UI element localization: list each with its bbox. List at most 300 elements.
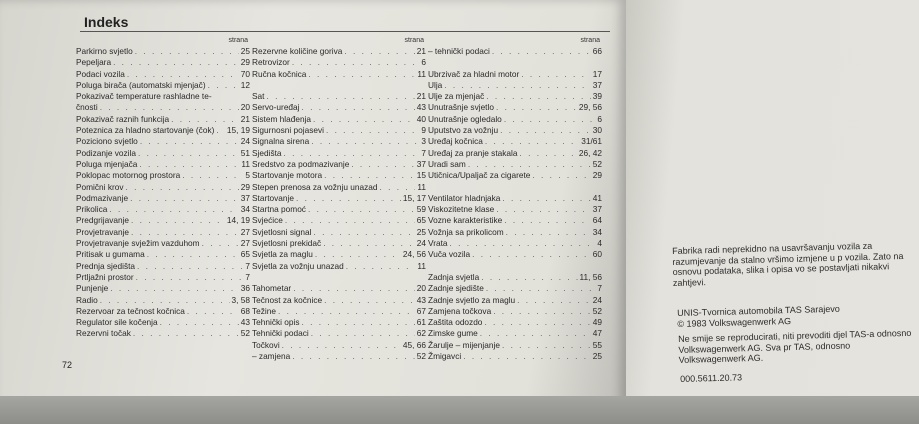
entry-page: 52 xyxy=(416,351,426,362)
entry-label: Zimske gume xyxy=(428,328,478,339)
entry-page: 7 xyxy=(597,283,602,294)
dot-leader xyxy=(126,182,239,193)
dot-leader xyxy=(486,91,591,102)
entry-page: 45, 66 xyxy=(402,339,426,350)
index-entry xyxy=(428,125,602,136)
entry-label: Vrata xyxy=(428,238,448,249)
dot-leader xyxy=(131,227,239,238)
index-entry xyxy=(428,261,602,272)
index-entry xyxy=(252,238,426,249)
dot-leader xyxy=(131,215,225,226)
entry-label: Retrovizor xyxy=(252,57,290,68)
entry-label: Unutrašnje svjetlo xyxy=(428,102,494,113)
entry-page: 51 xyxy=(240,147,250,158)
dot-leader xyxy=(481,272,577,283)
index-entry xyxy=(252,57,426,68)
dot-leader xyxy=(130,193,239,204)
entry-page: 15 xyxy=(416,170,426,181)
entry-label: Poluga mjenjača xyxy=(76,158,138,169)
entry-page: 26, 42 xyxy=(578,147,602,158)
dot-leader xyxy=(311,328,415,339)
dot-leader xyxy=(468,159,591,170)
entry-page: 65 xyxy=(416,215,426,226)
entry-page: 15, 17 xyxy=(402,192,426,203)
index-entry xyxy=(428,306,602,317)
dot-leader xyxy=(351,159,414,170)
entry-label: Pritisak u gumama xyxy=(76,249,145,260)
entry-label: Uređaj za pranje stakala xyxy=(428,147,518,158)
entry-label: Sat xyxy=(252,91,265,102)
index-entry xyxy=(428,204,602,215)
entry-label: Prednja sjedišta xyxy=(76,260,136,271)
entry-page: 6 xyxy=(421,57,426,68)
entry-page: 37 xyxy=(240,192,250,203)
index-entry xyxy=(76,69,250,80)
index-entry xyxy=(76,102,250,113)
index-entry xyxy=(252,261,426,272)
entry-page: 43 xyxy=(416,102,426,113)
entry-label: Zadnja svjetla xyxy=(428,271,480,282)
index-entry xyxy=(428,69,602,80)
entry-label: Zadnje sjedište xyxy=(428,283,484,294)
entry-label: Ubrzivač za hladni motor xyxy=(428,68,520,79)
index-entry xyxy=(428,46,602,57)
dot-leader xyxy=(285,215,415,226)
entry-page: 52 xyxy=(592,305,602,316)
index-entry xyxy=(76,328,250,339)
dot-leader xyxy=(311,136,419,147)
entry-page: 60 xyxy=(592,249,602,260)
entry-page: 40 xyxy=(416,113,426,124)
entry-label: Rezervni točak xyxy=(76,328,131,339)
entry-page: 36 xyxy=(240,283,250,294)
dot-leader xyxy=(379,182,415,193)
entry-page: 11 xyxy=(417,68,426,79)
dot-leader xyxy=(492,46,591,57)
entry-page: 25 xyxy=(592,351,602,362)
entry-page: 21 xyxy=(416,46,426,56)
index-entry xyxy=(428,80,602,91)
entry-page: 11 xyxy=(241,158,250,169)
entry-label: Uradi sam xyxy=(428,158,466,169)
entry-page: 37 xyxy=(592,204,602,215)
entry-page: 41 xyxy=(592,192,602,203)
entry-label: Tahometar xyxy=(252,283,292,294)
entry-page: 17 xyxy=(592,68,602,79)
index-entry xyxy=(252,170,426,181)
entry-page: 67 xyxy=(416,305,426,316)
entry-label: Tehnički opis xyxy=(252,317,300,328)
entry-page: 43 xyxy=(416,294,426,305)
entry-page: 68 xyxy=(240,305,250,316)
entry-page: 3 xyxy=(421,136,426,147)
entry-label: Provjetravanje xyxy=(76,226,130,237)
index-entry xyxy=(428,159,602,170)
entry-label: Podizanje vozila xyxy=(76,147,136,158)
entry-page: 6 xyxy=(597,113,602,124)
index-entry xyxy=(76,204,250,215)
dot-leader xyxy=(313,114,415,125)
entry-page: 52 xyxy=(240,328,250,339)
dot-leader xyxy=(517,295,591,306)
dot-leader xyxy=(484,317,590,328)
dot-leader xyxy=(135,46,239,57)
entry-label: Provjetravanje svježim vazduhom xyxy=(76,238,200,249)
entry-label: Vozne karakteristike xyxy=(428,215,503,226)
entry-label: Viskozitetne klase xyxy=(428,204,495,215)
dot-leader xyxy=(208,80,239,91)
entry-page: 66 xyxy=(592,46,602,56)
entry-page: 39 xyxy=(592,91,602,102)
dot-leader xyxy=(292,351,414,362)
dot-leader xyxy=(216,125,225,136)
index-entry xyxy=(76,57,250,68)
entry-label: Sjedišta xyxy=(252,147,282,158)
dot-leader xyxy=(324,295,415,306)
entry-label: Predgrijavanje xyxy=(76,215,130,226)
index-entry xyxy=(76,215,250,226)
index-entry xyxy=(252,204,426,215)
entry-page: 24, 56 xyxy=(402,249,426,260)
index-entry xyxy=(76,170,250,181)
index-entry xyxy=(428,215,602,226)
page-title: Indeks xyxy=(84,14,129,30)
dot-leader xyxy=(504,215,591,226)
entry-page: 29 xyxy=(240,181,250,192)
index-entry xyxy=(252,125,426,136)
index-entry xyxy=(428,249,602,260)
strana-header: strana xyxy=(228,37,248,44)
entry-label: – zamjena xyxy=(252,351,291,362)
entry-page: 29, 56 xyxy=(578,102,602,113)
dot-leader xyxy=(139,159,239,170)
dot-leader xyxy=(485,136,579,147)
entry-label: Poklopac motornog prostora xyxy=(76,170,181,181)
index-entry xyxy=(252,114,426,125)
entry-page: 14, 19 xyxy=(226,215,250,226)
entry-label: Signalna sirena xyxy=(252,136,310,147)
index-entry xyxy=(252,295,426,306)
entry-label: Ventilator hladnjaka xyxy=(428,192,501,203)
entry-label: Regulator sile kočenja xyxy=(76,317,158,328)
entry-label: Rezervoar za tečnost kočnica xyxy=(76,305,185,316)
index-entry xyxy=(76,306,250,317)
index-entry xyxy=(252,148,426,159)
index-entry xyxy=(428,136,602,147)
entry-page: 7 xyxy=(421,147,426,158)
entry-page: 24 xyxy=(416,238,426,249)
index-entry xyxy=(428,193,602,204)
dot-leader xyxy=(147,249,239,260)
dot-leader xyxy=(502,193,590,204)
dot-leader xyxy=(486,283,596,294)
entry-page: 59 xyxy=(416,204,426,215)
index-entry xyxy=(76,249,250,260)
dot-leader xyxy=(493,306,591,317)
dot-leader xyxy=(136,272,244,283)
entry-label: Punjenje xyxy=(76,283,109,294)
entry-label: Svjećice xyxy=(252,215,283,226)
dot-leader xyxy=(450,238,596,249)
index-entry xyxy=(252,80,426,91)
entry-page: 65 xyxy=(240,249,250,260)
entry-label: Podaci vozila xyxy=(76,68,125,79)
index-entry xyxy=(428,238,602,249)
dot-leader xyxy=(308,69,415,80)
dot-leader xyxy=(444,80,590,91)
entry-page: 20 xyxy=(240,102,250,113)
entry-page: 34 xyxy=(240,204,250,215)
dot-leader xyxy=(293,283,415,294)
entry-page: 37 xyxy=(416,158,426,169)
index-entry xyxy=(428,114,602,125)
dot-leader xyxy=(266,91,414,102)
entry-label: Startovanje xyxy=(252,192,294,203)
entry-label: Sredstvo za podmazivanje xyxy=(252,158,350,169)
dot-leader xyxy=(202,238,239,249)
dot-leader xyxy=(302,102,415,113)
dot-leader xyxy=(496,204,591,215)
index-entry xyxy=(428,148,602,159)
entry-label: Pokazivač temperature rashladne te- xyxy=(76,91,212,102)
entry-label: Zadnje svjetlo za maglu xyxy=(428,294,516,305)
dot-leader xyxy=(278,306,415,317)
entry-label: Svjetlosni prekidač xyxy=(252,238,322,249)
dot-leader xyxy=(100,295,230,306)
dot-leader xyxy=(519,148,576,159)
index-entry xyxy=(428,317,602,328)
entry-label: Unutrašnje ogledalo xyxy=(428,113,502,124)
dot-leader xyxy=(282,340,401,351)
index-entry xyxy=(428,295,602,306)
entry-page: 24 xyxy=(240,136,250,147)
index-entry xyxy=(76,227,250,238)
index-entry xyxy=(428,340,602,351)
dot-leader xyxy=(113,57,239,68)
index-entry xyxy=(428,227,602,238)
index-entry xyxy=(428,272,602,283)
entry-label: Težine xyxy=(252,305,276,316)
index-entry xyxy=(76,283,250,294)
entry-label: Parkirno svjetlo xyxy=(76,46,133,56)
index-entry xyxy=(252,215,426,226)
entry-label: Uređaj kočnica xyxy=(428,136,483,147)
index-entry xyxy=(76,159,250,170)
dot-leader xyxy=(171,114,239,125)
dot-leader xyxy=(496,102,577,113)
entry-label: Vuča vozila xyxy=(428,249,471,260)
index-entry xyxy=(76,261,250,272)
entry-label: Radio xyxy=(76,294,98,305)
index-entry xyxy=(252,102,426,113)
entry-page: 20 xyxy=(416,283,426,294)
entry-page: 27 xyxy=(240,238,250,249)
entry-page: 52 xyxy=(592,158,602,169)
index-entry xyxy=(252,249,426,260)
dot-leader xyxy=(109,204,238,215)
entry-label: čnosti xyxy=(76,102,98,113)
entry-page: 29 xyxy=(240,57,250,68)
index-entry xyxy=(76,136,250,147)
dot-leader xyxy=(463,351,591,362)
index-entry xyxy=(252,182,426,193)
index-entry xyxy=(252,159,426,170)
dot-leader xyxy=(296,193,401,204)
entry-page: 15, 19 xyxy=(226,125,250,136)
dot-leader xyxy=(284,148,420,159)
entry-page: 47 xyxy=(592,328,602,339)
index-entry xyxy=(252,328,426,339)
entry-label: Ulje za mjenjač xyxy=(428,91,485,102)
entry-label: Startna pomoć xyxy=(252,204,306,215)
disclaimer-text: Fabrika radi neprekidno na usavršavanju vozila za razumjevanje da stalno vršimo izmjene u p vozila. Zato na osnovu podataka, slika i opisa vo se postavljati nikakvi zahtjevi. xyxy=(672,240,904,288)
dot-leader xyxy=(521,69,590,80)
entry-label: Poluga birača (automatski mjenjač) xyxy=(76,79,206,90)
entry-page: 4 xyxy=(597,238,602,249)
entry-page: 21 xyxy=(416,91,426,102)
dot-leader xyxy=(133,328,239,339)
dot-leader xyxy=(323,238,415,249)
dot-leader xyxy=(182,170,243,181)
entry-label: Pokazivač raznih funkcija xyxy=(76,113,170,124)
strana-header: strana xyxy=(580,37,600,44)
entry-label: Servo-uređaj xyxy=(252,102,300,113)
index-entry xyxy=(76,148,250,159)
company-line-1: UNIS-Tvornica automobila TAS Sarajevo xyxy=(677,303,840,318)
entry-page: 7 xyxy=(245,260,250,271)
entry-label: Svjetla za vožnju unazad xyxy=(252,260,344,271)
entry-label: Rezervne količine goriva xyxy=(252,46,343,56)
title-rule xyxy=(80,31,610,32)
index-entry xyxy=(252,69,426,80)
index-entry xyxy=(252,46,426,57)
index-entry xyxy=(76,238,250,249)
index-entry xyxy=(252,227,426,238)
entry-label: Prtljažni prostor xyxy=(76,271,134,282)
index-column-2 xyxy=(252,36,426,362)
entry-label: Pomični krov xyxy=(76,181,124,192)
entry-label: Sigurnosni pojasevi xyxy=(252,125,324,136)
entry-page: 43 xyxy=(240,317,250,328)
entry-label: Tehnički podaci xyxy=(252,328,309,339)
entry-page: 70 xyxy=(240,68,250,79)
index-entry xyxy=(252,136,426,147)
index-entry xyxy=(76,125,250,136)
entry-page: 30 xyxy=(592,125,602,136)
entry-page: 21 xyxy=(240,113,250,124)
entry-page: 25 xyxy=(240,46,250,56)
entry-page: 49 xyxy=(592,317,602,328)
copyright-line: © 1983 Volkswagenwerk AG xyxy=(677,315,792,329)
index-entry xyxy=(252,340,426,351)
entry-page: 37 xyxy=(592,79,602,90)
dot-leader xyxy=(500,125,591,136)
index-entry xyxy=(428,182,602,193)
dot-leader xyxy=(100,102,239,113)
entry-page: 7 xyxy=(245,271,250,282)
rights-notice: Ne smije se reproducirati, niti prevoditi djel TAS-a odnosno Volkswagenwerk AG. Sva pr TAS, odnosno Volkswagenwerk AG. xyxy=(678,327,912,365)
dot-leader xyxy=(324,170,415,181)
entry-page: 62 xyxy=(416,328,426,339)
entry-label: Zaštita odozdo xyxy=(428,317,483,328)
entry-page: 27 xyxy=(240,226,250,237)
entry-label: Tečnost za kočnice xyxy=(252,294,323,305)
index-entry xyxy=(428,351,602,362)
index-entry xyxy=(428,283,602,294)
index-entry xyxy=(252,91,426,102)
entry-page: 61 xyxy=(416,317,426,328)
index-entry xyxy=(76,114,250,125)
dot-leader xyxy=(140,136,239,147)
index-entry xyxy=(428,57,602,68)
dot-leader xyxy=(137,261,243,272)
dot-leader xyxy=(314,227,415,238)
entry-label: Svjetlosni signal xyxy=(252,226,312,237)
index-column-3 xyxy=(428,36,602,362)
entry-label: Pepeljara xyxy=(76,57,112,68)
index-entry xyxy=(252,351,426,362)
entry-page: 12 xyxy=(240,79,250,90)
dot-leader xyxy=(138,148,239,159)
entry-page: 55 xyxy=(592,339,602,350)
dot-leader xyxy=(346,261,416,272)
entry-page: 64 xyxy=(592,215,602,226)
index-entry xyxy=(252,283,426,294)
entry-label: Uputstvo za vožnju xyxy=(428,125,499,136)
table-surface xyxy=(0,396,919,424)
dot-leader xyxy=(502,340,591,351)
entry-page: 25 xyxy=(416,226,426,237)
entry-page: 5 xyxy=(245,170,250,181)
entry-page: 11, 56 xyxy=(579,271,602,282)
index-entry xyxy=(252,306,426,317)
dot-leader xyxy=(292,57,420,68)
entry-label: Prikolica xyxy=(76,204,108,215)
entry-label: – tehnički podaci xyxy=(428,46,490,56)
entry-label: Ulja xyxy=(428,79,443,90)
page-number: 72 xyxy=(62,360,73,370)
entry-label: Žmigavci xyxy=(428,351,462,362)
index-entry xyxy=(76,295,250,306)
index-entry xyxy=(252,193,426,204)
index-column-1 xyxy=(76,36,250,340)
index-entry xyxy=(252,317,426,328)
index-entry xyxy=(428,328,602,339)
entry-label: Poziciono svjetlo xyxy=(76,136,138,147)
entry-label: Utičnica/Upaljač za cigarete xyxy=(428,170,531,181)
entry-label: Startovanje motora xyxy=(252,170,323,181)
entry-label: Poteznica za hladno startovanje (čok) xyxy=(76,125,215,136)
entry-label: Stepen prenosa za vožnju unazad xyxy=(252,181,378,192)
dot-leader xyxy=(302,317,415,328)
entry-page: 34 xyxy=(592,226,602,237)
dot-leader xyxy=(308,204,415,215)
entry-label: Podmazivanje xyxy=(76,192,129,203)
entry-label: Žarulje – mijenjanje xyxy=(428,339,500,350)
dot-leader xyxy=(504,114,596,125)
dot-leader xyxy=(110,283,238,294)
index-entry xyxy=(428,91,602,102)
index-entry xyxy=(76,80,250,91)
index-entry xyxy=(76,91,250,102)
entry-page: 9 xyxy=(421,125,426,136)
entry-label: Vožnja sa prikolicom xyxy=(428,226,504,237)
entry-page: 29 xyxy=(592,170,602,181)
entry-page: 3, 58 xyxy=(231,294,250,305)
dot-leader xyxy=(344,46,414,57)
dot-leader xyxy=(532,170,590,181)
entry-label: Svjetla za maglu xyxy=(252,249,313,260)
